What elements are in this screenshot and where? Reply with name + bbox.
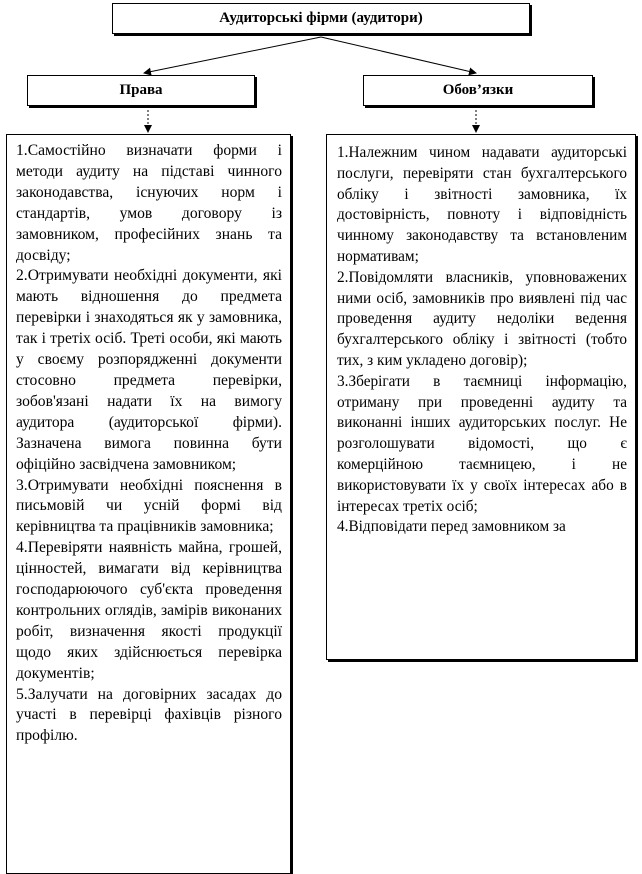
arrow-title-to-duties bbox=[321, 37, 476, 73]
rights-item: 1.Самостійно визначати форми і методи аудиту на підставі чинного законодавства, існуючих норм і стандартів, умов договору із замовником, професійних знань та досвіду; bbox=[16, 142, 282, 264]
rights-item: 4.Перевіряти наявність майна, грошей, цінностей, вимагати від керівництва господарюючого суб'єкта проведення контрольних оглядів, замірів виконаних робіт, визначення якості продукції щодо яких здійснюється перевірка документів; bbox=[16, 539, 282, 682]
rights-item: 2.Отримувати необхідні документи, які мають відношення до предмета перевірки і знаходяться як у замовника, так і третіх осіб. Треті особи, які мають у своєму розпорядженні документи стосовно предмета перевірки, зобов'язані надати їх на вимогу аудитора (аудиторської фірми). Зазначена вимога повинна бути офіційно засвідчена замовником; bbox=[16, 267, 282, 473]
rights-item: 3.Отримувати необхідні пояснення в письмовій чи усній формі від керівництва та працівників замовника; bbox=[16, 476, 282, 536]
auditors-title-box bbox=[112, 3, 530, 34]
rights-heading: Права bbox=[119, 82, 163, 98]
auditors-title: Аудиторські фірми (аудитори) bbox=[219, 10, 423, 26]
duties-heading: Обов’язки bbox=[442, 82, 514, 98]
duties-item: 3.Зберігати в таємниці інформацію, отриману при проведенні аудиту та виконанні інших аудиторських послуг. Не розголошувати відомості, що є комерційною таємницею, і не використовувати їх у своїх інтересах або в інтересах третіх осіб; bbox=[337, 372, 627, 515]
duties-item: 1.Належним чином надавати аудиторські послуги, перевіряти стан бухгалтерського обліку і звітності замовника, їх достовірність, повноту і відповідність чинному законодавству та встановленим нормативам; bbox=[337, 144, 627, 265]
rights-item: 5.Залучати на договірних засадах до участі в перевірці фахівців різного профілю. bbox=[16, 685, 282, 745]
duties-item: 2.Повідомляти власників, уповноважених ними осіб, замовників про виявлені під час проведення аудиту недоліки ведення бухгалтерського обліку і звітності (тобто тих, з ким укладено договір); bbox=[337, 268, 627, 369]
arrow-title-to-rights bbox=[144, 37, 321, 73]
rights-heading-box bbox=[27, 75, 255, 106]
duties-item: 4.Відповідати перед замовником за bbox=[337, 518, 566, 536]
duties-list-box bbox=[326, 134, 636, 660]
rights-list-box bbox=[6, 134, 291, 874]
duties-heading-box bbox=[363, 75, 593, 106]
